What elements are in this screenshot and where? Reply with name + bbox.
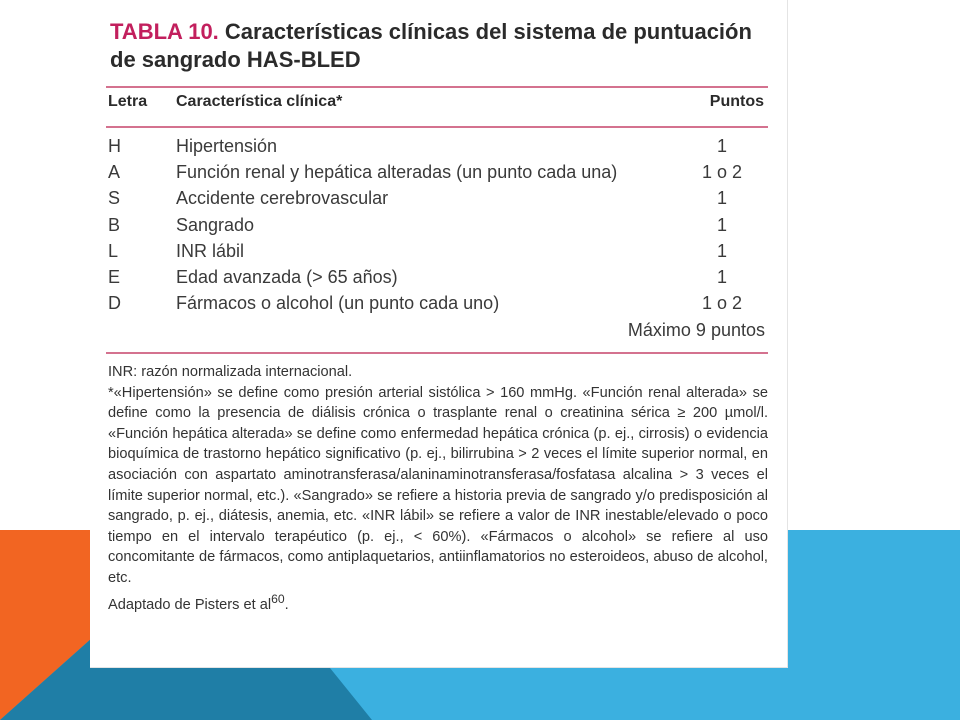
row-letter: L <box>108 240 119 261</box>
bottom-divider <box>106 352 768 354</box>
table-row <box>108 136 766 162</box>
table-row <box>108 267 766 293</box>
source-reference: 60 <box>271 591 285 606</box>
row-characteristic: Edad avanzada (> 65 años) <box>176 266 398 287</box>
source-end: . <box>284 596 289 613</box>
row-characteristic: Sangrado <box>176 214 255 235</box>
table-body <box>108 136 766 319</box>
table-number: TABLA 10. <box>110 19 219 44</box>
row-letter: D <box>108 293 121 314</box>
row-points: 1 <box>716 240 727 261</box>
source-note <box>108 589 768 615</box>
table-row <box>108 162 766 188</box>
row-points: 1 <box>716 266 727 287</box>
row-points: 1 <box>716 214 727 235</box>
max-points-total: Máximo 9 puntos <box>627 320 765 340</box>
table-notes <box>108 362 768 615</box>
row-points: 1 o 2 <box>701 162 743 183</box>
abbreviation-note: INR: razón normalizada internacional. <box>108 364 353 380</box>
has-bled-table-card <box>90 0 788 668</box>
row-letter: H <box>108 136 121 156</box>
table-row <box>108 293 766 319</box>
definitions-footnote: *«Hipertensión» se define como presión arterial sistólica > 160 mmHg. «Función renal alterada» se define como la presencia de diálisis crónica o trasplante renal o creatinina sérica ≥ 200 µmol/l. «Función hepática alterada» se define como enfermedad hepática crónica (p. ej., cirrosis) o evidencia bioquímica de trastorno hepático significativo (p. ej., bilirrubina > 2 veces el límite superior normal, en asociación con aspartato aminotransferasa/alaninaminotransferasa/fosfatasa alcalina > 3 veces el límite superior normal, etc.). «Sangrado» se refiere a historia previa de sangrado y/o predisposición al sangrado, p. ej., diátesis, anemia, etc. «INR lábil» se refiere a valor de INR inestable/elevado o poco tiempo en el intervalo terapéutico (p. ej., < 60%). «Fármacos o alcohol» se refiere al uso concomitante de fármacos, como antiplaquetarios, antiinflamatorios no esteroideos, abuso de alcohol, etc. <box>108 384 768 586</box>
table-title <box>110 18 770 74</box>
row-characteristic: Fármacos o alcohol (un punto cada uno) <box>176 293 500 314</box>
row-points: 1 <box>716 136 727 156</box>
table-title-text: Características clínicas del sistema de puntuación de sangrado HAS-BLED <box>110 19 752 72</box>
row-letter: B <box>108 214 121 235</box>
row-characteristic: Hipertensión <box>176 136 278 156</box>
table-row <box>108 188 766 214</box>
top-divider <box>106 86 768 88</box>
header-divider <box>106 126 768 128</box>
row-characteristic: Accidente cerebrovascular <box>176 188 389 209</box>
table-header-row <box>108 93 766 117</box>
table-row <box>108 215 766 241</box>
source-text: Adaptado de Pisters et al <box>108 596 272 613</box>
row-letter: A <box>108 162 121 183</box>
header-letter: Letra <box>108 93 148 110</box>
header-characteristic: Característica clínica* <box>176 93 343 110</box>
header-points: Puntos <box>709 93 764 110</box>
row-characteristic: Función renal y hepática alteradas (un punto cada una) <box>176 162 618 183</box>
row-characteristic: INR lábil <box>176 240 245 261</box>
row-letter: S <box>108 188 121 209</box>
row-letter: E <box>108 266 121 287</box>
row-points: 1 <box>716 188 727 209</box>
row-points: 1 o 2 <box>701 293 743 314</box>
table-row <box>108 241 766 267</box>
